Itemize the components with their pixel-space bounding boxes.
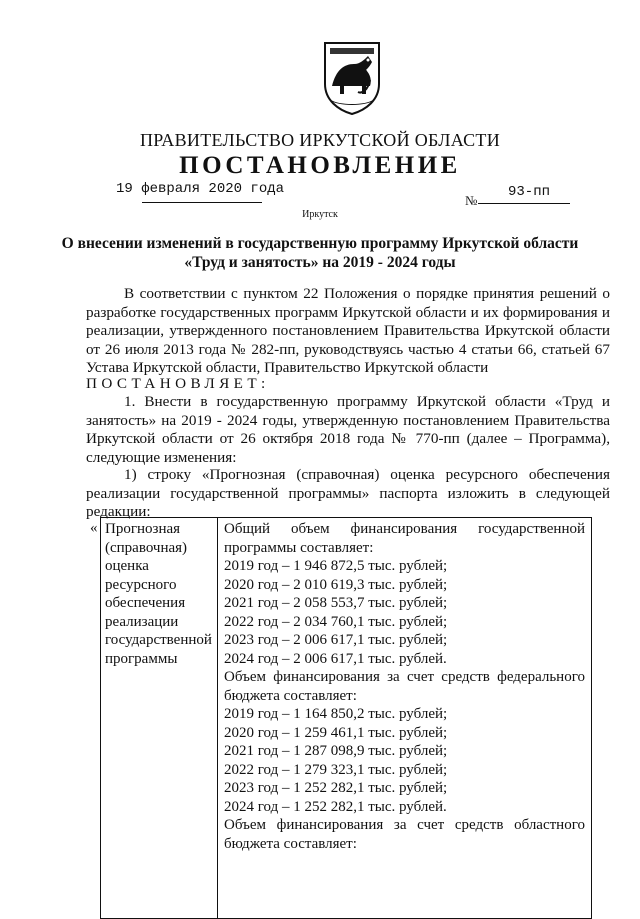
total-funding-row: 2019 год – 1 946 872,5 тыс. рублей; [223,558,448,574]
row-label [101,518,217,668]
federal-funding-heading: Объем финансирования за счет средств федерального [223,669,585,685]
opening-quote-mark: « [90,520,98,536]
subitem-1-paragraph: 1) строку «Прогнозная (справочная) оценка ресурсного обеспечения реализации государственной программы» паспорта изложить в следующей редакции: [86,466,610,520]
total-funding-heading-cont: программы составляет: [223,539,374,556]
row-label-line: ресурсного [105,576,177,593]
total-funding-row: 2022 год – 2 034 760,1 тыс. рублей; [223,613,448,630]
table-cell-label [101,518,218,919]
federal-funding-row: 2024 год – 1 252 282,1 тыс. рублей. [223,798,447,815]
federal-funding-row: 2022 год – 1 279 323,1 тыс. рублей; [223,761,448,778]
row-label-line: государственной [105,632,212,648]
decree-title-line-2: «Труд и занятость» на 2019 - 2024 годы [184,254,456,271]
total-funding-heading: Общий объем финансирования государственной [223,521,585,537]
number-underline [478,203,570,204]
total-funding-row: 2020 год – 2 010 619,3 тыс. рублей; [223,576,448,593]
preamble-paragraph: В соответствии с пунктом 22 Положения о порядке принятия решений о разработке государственных программ Иркутской области и их формирования и реализации, утвержденного постановлением Правительства Иркутской области от 26 июля 2013 года № 282-пп, руководствуясь частью 4 статьи 66, статьей 67 Устава Иркутской области, Правительство Иркутской области [86,285,610,376]
passport-table [100,517,592,919]
coat-of-arms-emblem [322,40,382,116]
decree-title [60,234,580,272]
total-funding-row: 2023 год – 2 006 617,1 тыс. рублей; [223,632,448,648]
table-cell-content [217,518,591,919]
row-label-line: оценка [105,558,149,574]
row-label-line: Прогнозная [105,521,181,537]
decree-number: 93-пп [508,184,551,200]
federal-funding-heading-cont: бюджета составляет: [223,687,357,704]
funding-details [218,518,591,853]
date-underline [142,202,262,203]
total-funding-row: 2024 год – 2 006 617,1 тыс. рублей. [223,650,447,667]
decree-title-line-1: О внесении изменений в государственную программу Иркутской области [61,235,579,252]
regional-funding-heading-cont: бюджета составляет: [223,835,357,852]
federal-funding-row: 2020 год – 1 259 461,1 тыс. рублей; [223,724,448,741]
table-row [101,518,592,919]
city-name: Иркутск [302,209,338,220]
document-type-heading: ПОСТАНОВЛЕНИЕ [179,152,461,179]
row-label-line: реализации [105,613,179,630]
decree-date: 19 февраля 2020 года [116,181,285,197]
resolves-heading: ПОСТАНОВЛЯЕТ: [86,375,270,392]
row-label-line: обеспечения [105,595,186,611]
number-sign: № [465,193,478,208]
federal-funding-row: 2023 год – 1 252 282,1 тыс. рублей; [223,780,448,796]
row-label-line: программы [105,650,178,667]
row-label-line: (справочная) [105,539,188,556]
federal-funding-row: 2021 год – 1 287 098,9 тыс. рублей; [223,743,448,759]
government-name: ПРАВИТЕЛЬСТВО ИРКУТСКОЙ ОБЛАСТИ [139,130,501,150]
total-funding-row: 2021 год – 2 058 553,7 тыс. рублей; [223,595,448,611]
regional-funding-heading: Объем финансирования за счет средств областного [223,817,585,833]
federal-funding-row: 2019 год – 1 164 850,2 тыс. рублей; [223,706,448,722]
item-1-paragraph: 1. Внести в государственную программу Иркутской области «Труд и занятость» на 2019 - 2024 годы, утвержденную постановлением Правительства Иркутской области от 26 октября 2018 года № 770-пп (далее – Программа), следующие изменения: [86,393,610,466]
